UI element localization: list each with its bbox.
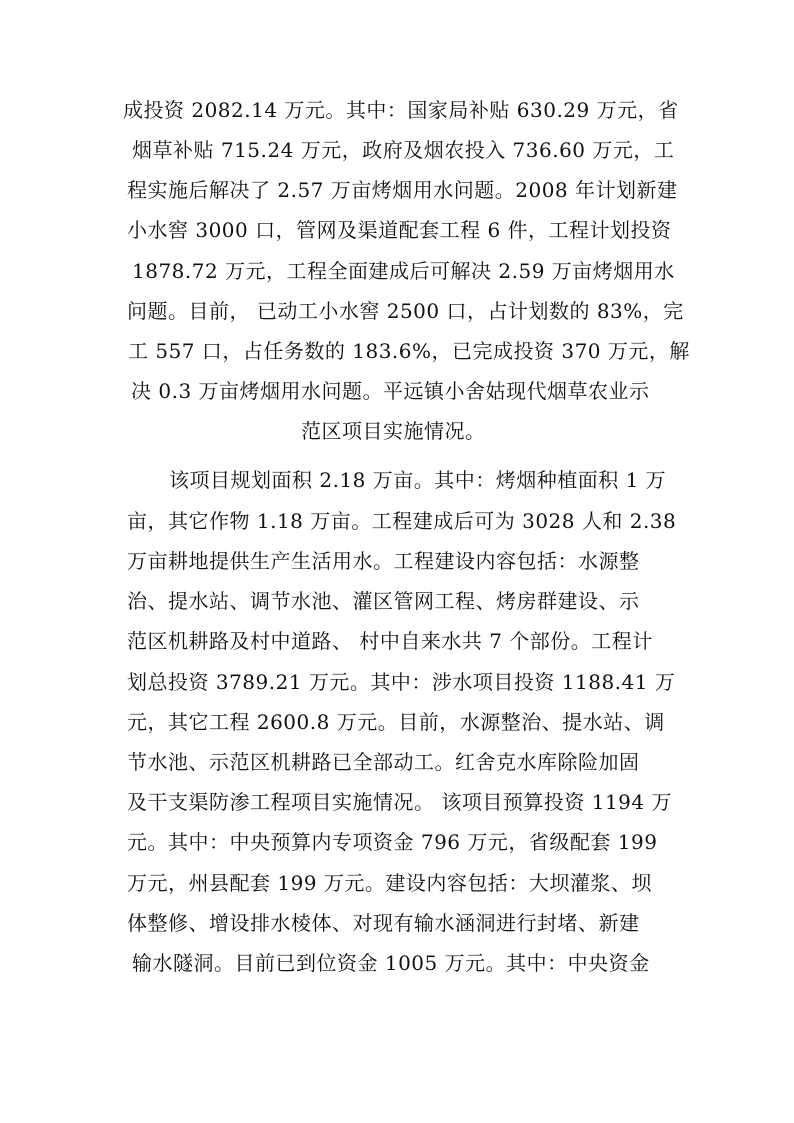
text-line: 万亩耕地提供生产生活用水。工程建设内容包括：水源整 <box>127 549 640 573</box>
paragraph-start-line: 该项目规划面积 2.18 万亩。其中：烤烟种植面积 1 万 <box>169 468 667 492</box>
section-title-line: 范区项目实施情况。 <box>301 419 486 443</box>
text-line: 1878.72 万元，工程全面建成后可解决 2.59 万亩烤烟用水 <box>132 259 675 283</box>
text-line: 烟草补贴 715.24 万元，政府及烟农投入 736.60 万元，工 <box>132 138 675 162</box>
text-line: 决 0.3 万亩烤烟用水问题。平远镇小舍姑现代烟草农业示 <box>131 379 650 403</box>
text-line: 范区机耕路及村中道路、 村中自来水共 7 个部份。工程计 <box>127 629 653 653</box>
text-line: 问题。目前， 已动工小水窖 2500 口，占计划数的 83%，完 <box>127 299 684 323</box>
text-line: 治、提水站、调节水池、灌区管网工程、烤房群建设、示 <box>127 589 640 613</box>
text-line: 亩，其它作物 1.18 万亩。工程建成后可为 3028 人和 2.38 <box>127 509 677 533</box>
text-line: 成投资 2082.14 万元。其中：国家局补贴 630.29 万元，省 <box>123 98 679 122</box>
text-line: 输水隧洞。目前已到位资金 1005 万元。其中：中央资金 <box>132 951 650 975</box>
text-line: 万元，州县配套 199 万元。建设内容包括：大坝灌浆、坝 <box>127 871 652 895</box>
text-line: 小水窖 3000 口，管网及渠道配套工程 6 件，工程计划投资 <box>127 218 672 242</box>
text-line: 元。其中：中央预算内专项资金 796 万元，省级配套 199 <box>127 830 658 854</box>
text-line: 工 557 口，占任务数的 183.6%，已完成投资 370 万元，解 <box>128 339 690 363</box>
text-line: 程实施后解决了 2.57 万亩烤烟用水问题。2008 年计划新建 <box>127 178 678 202</box>
text-line: 划总投资 3789.21 万元。其中：涉水项目投资 1188.41 万 <box>127 670 676 694</box>
text-line: 节水池、示范区机耕路已全部动工。红舍克水库除险加固 <box>127 750 640 774</box>
text-line: 及干支渠防渗工程项目实施情况。 该项目预算投资 1194 万 <box>127 790 672 814</box>
text-line: 元，其它工程 2600.8 万元。目前，水源整治、提水站、调 <box>127 710 665 734</box>
text-line: 体整修、增设排水棱体、对现有输水涵洞进行封堵、新建 <box>127 911 640 935</box>
